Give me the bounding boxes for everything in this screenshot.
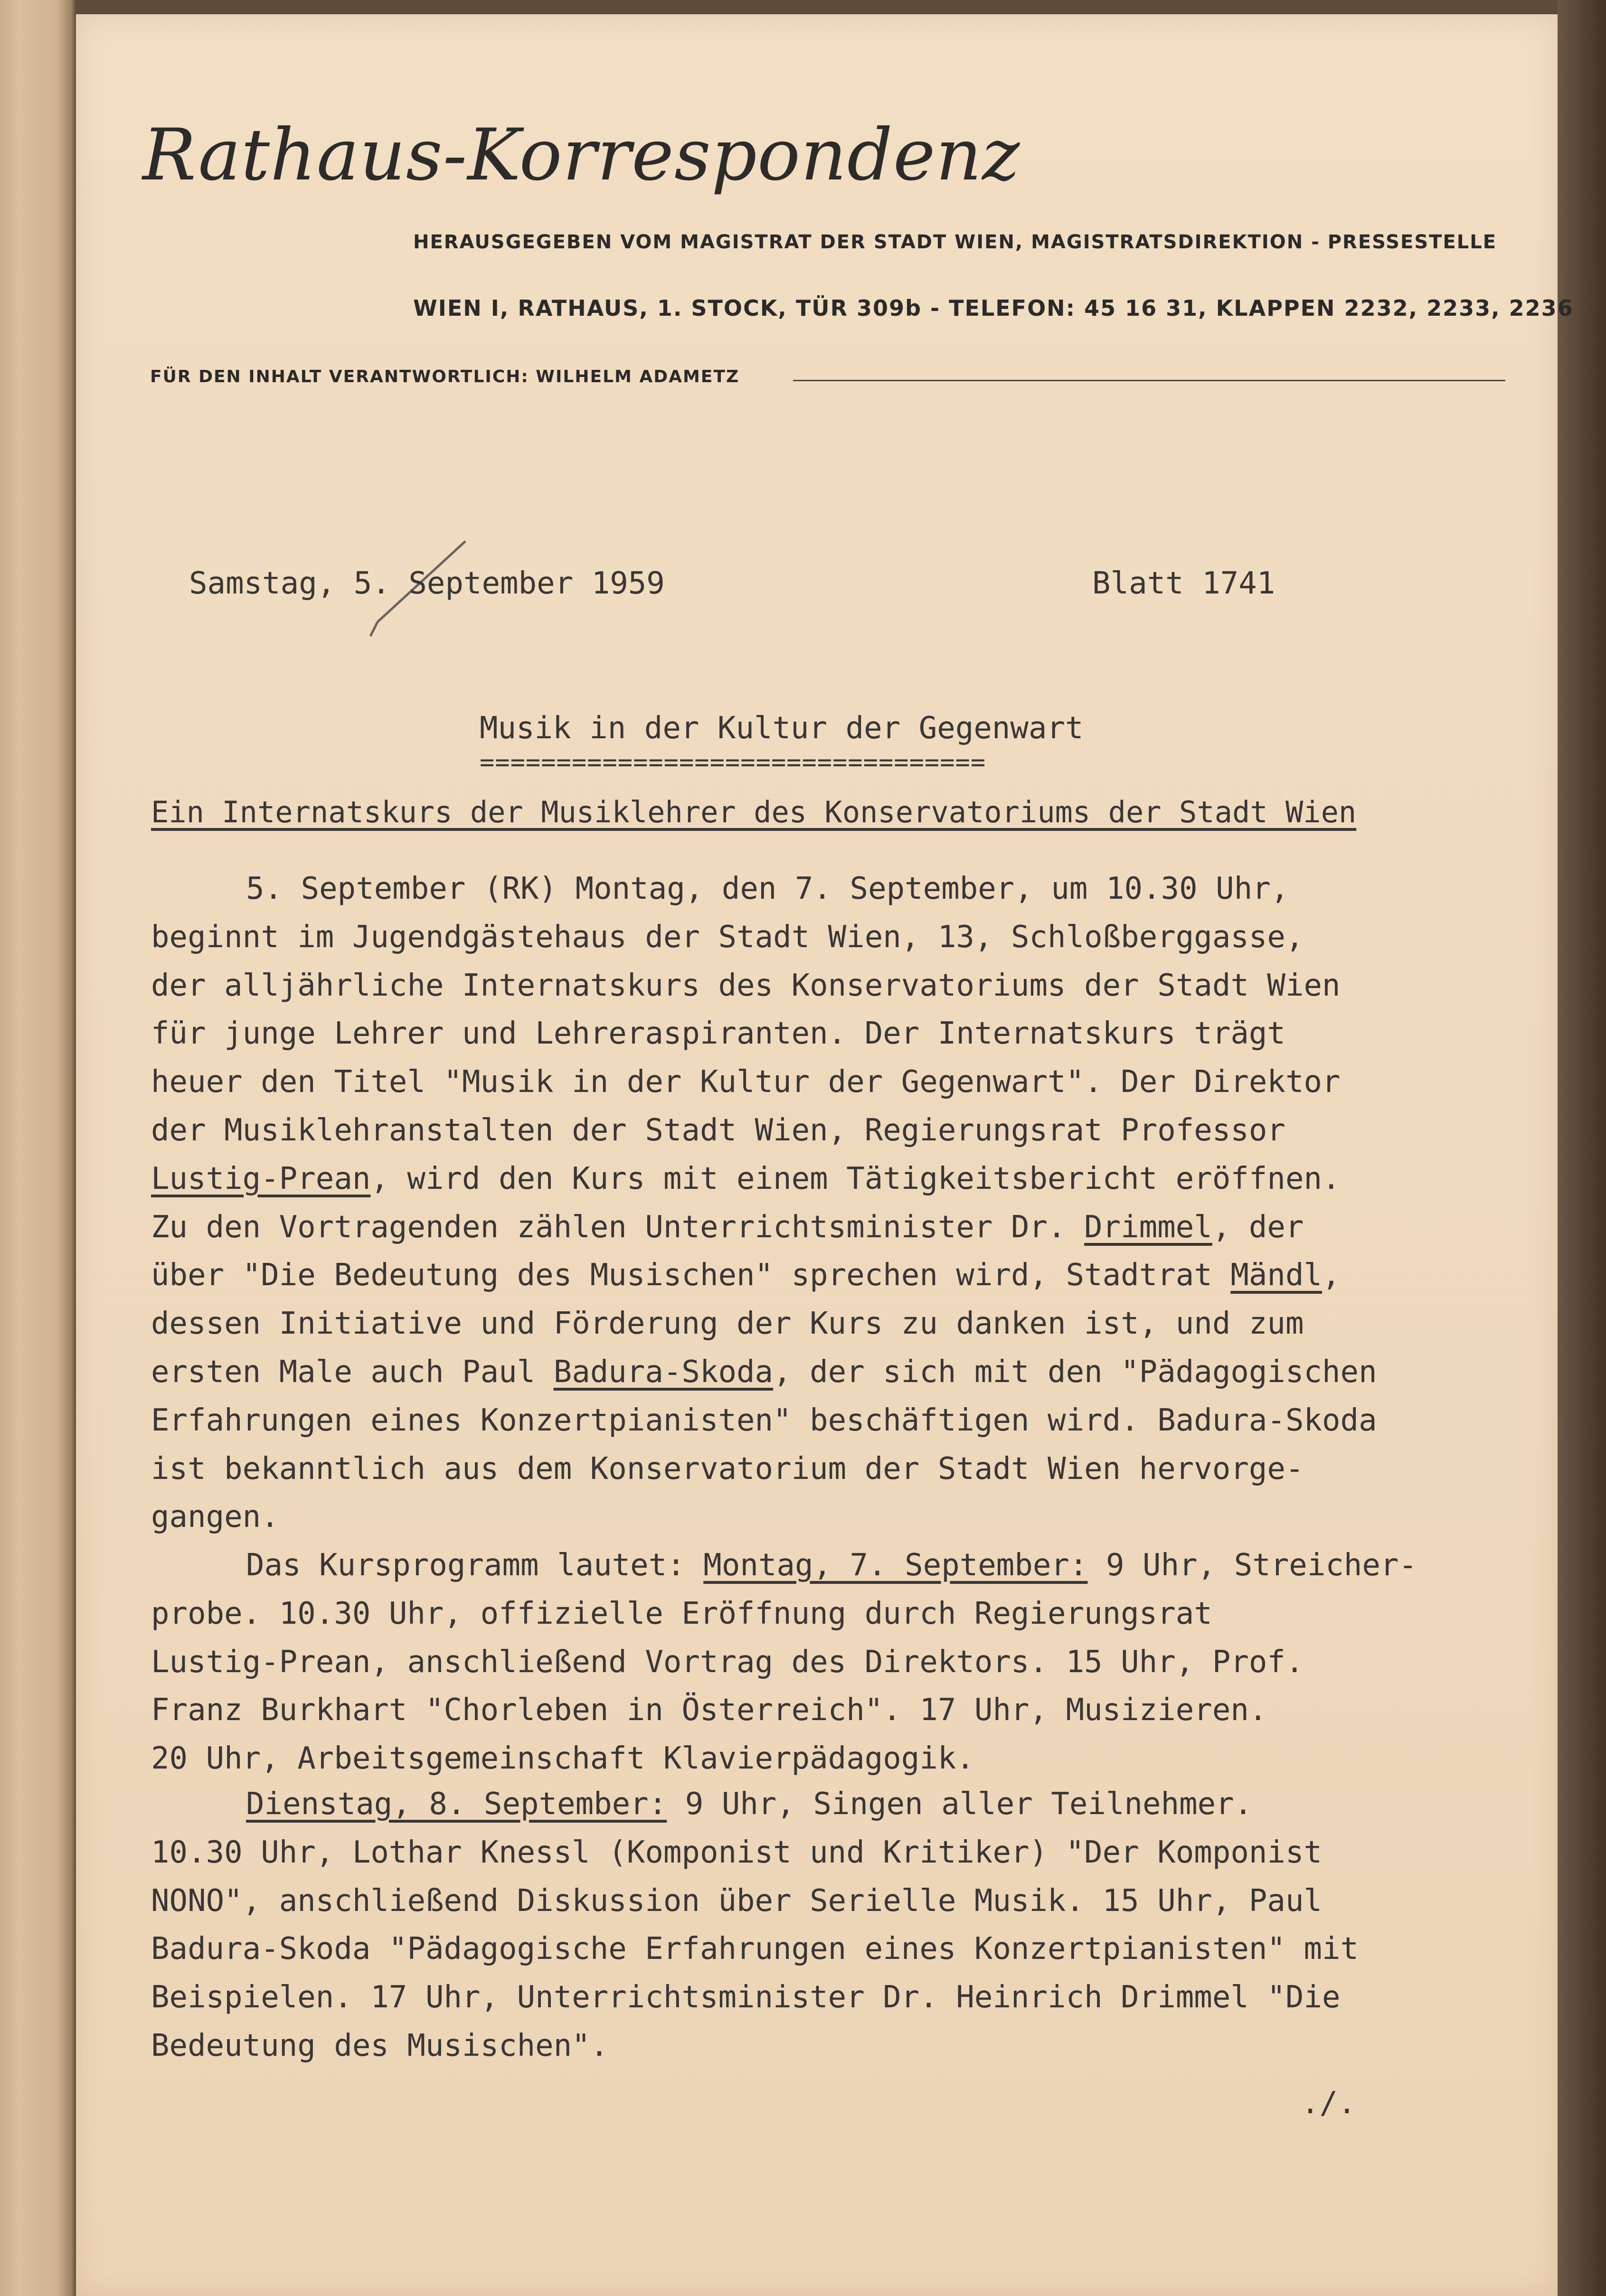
publisher-line: HERAUSGEGEBEN VOM MAGISTRAT DER STADT WIEN, MAGISTRATSDIREKTION - PRESSESTELLE: [413, 231, 1497, 253]
text-line: Badura-Skoda "Pädagogische Erfahrungen eines Konzertpianisten" mit: [151, 1931, 1359, 1967]
sheet-number: Blatt 1741: [1092, 566, 1275, 601]
text-line: NONO", anschließend Diskussion über Serielle Musik. 15 Uhr, Paul: [151, 1883, 1322, 1919]
text-fragment: Zu den Vortragenden zählen Unterrichtsminister Dr.: [151, 1209, 1085, 1245]
underlined-day: Montag, 7. September:: [703, 1548, 1088, 1583]
text-line: Beispielen. 17 Uhr, Unterrichtsminister Dr. Heinrich Drimmel "Die: [151, 1980, 1341, 2015]
text-fragment: , der: [1212, 1209, 1304, 1245]
text-line: [151, 1155, 1528, 1204]
text-line: Bedeutung des Musischen".: [151, 2028, 609, 2063]
text-line: [151, 1542, 1528, 1590]
paragraph-program-monday: [151, 1542, 1528, 1783]
paragraph-intro: [151, 865, 1528, 1542]
text-fragment: ,: [1322, 1258, 1341, 1293]
masthead-logo: Rathaus-Korrespondenz: [142, 114, 1020, 197]
article-title: Musik in der Kultur der Gegenwart: [480, 711, 1084, 746]
text-fragment: , wird den Kurs mit einem Tätigkeitsbericht eröffnen.: [370, 1161, 1341, 1196]
underlined-name: Drimmel: [1084, 1209, 1212, 1245]
text-line: der Musiklehranstalten der Stadt Wien, Regierungsrat Professor: [151, 1112, 1285, 1148]
text-fragment: über "Die Bedeutung des Musischen" sprechen wird, Stadtrat: [151, 1258, 1231, 1293]
continuation-mark: ./.: [1301, 2086, 1356, 2121]
text-line: [151, 1780, 1528, 1829]
text-line: heuer den Titel "Musik in der Kultur der Gegenwart". Der Direktor: [151, 1064, 1341, 1100]
title-double-rule: =================================: [480, 748, 986, 777]
text-line: Lustig-Prean, anschließend Vortrag des Direktors. 15 Uhr, Prof.: [151, 1644, 1304, 1680]
text-line: gangen.: [151, 1499, 279, 1535]
text-line: 20 Uhr, Arbeitsgemeinschaft Klavierpädagogik.: [151, 1741, 974, 1777]
text-line: [151, 1252, 1528, 1300]
address-line: WIEN I, RATHAUS, 1. STOCK, TÜR 309b - TELEFON: 45 16 31, KLAPPEN 2232, 2233, 2236: [413, 295, 1574, 321]
text-line: probe. 10.30 Uhr, offizielle Eröffnung durch Regierungsrat: [151, 1596, 1212, 1631]
text-line: dessen Initiative und Förderung der Kurs zu danken ist, und zum: [151, 1306, 1304, 1342]
paragraph-program-tuesday: [151, 1780, 1528, 2070]
text-line: [151, 1204, 1528, 1252]
text-line: ist bekanntlich aus dem Konservatorium der Stadt Wien hervorge-: [151, 1451, 1304, 1487]
header-rule: [793, 380, 1505, 381]
text-fragment: , der sich mit den "Pädagogischen: [773, 1354, 1377, 1390]
text-line: Franz Burkhart "Chorleben in Österreich". 17 Uhr, Musizieren.: [151, 1693, 1267, 1728]
text-line: [151, 1348, 1528, 1397]
text-fragment: ersten Male auch Paul: [151, 1354, 554, 1390]
underlined-day: Dienstag, 8. September:: [246, 1787, 667, 1822]
text-line: beginnt im Jugendgästehaus der Stadt Wien, 13, Schloßberggasse,: [151, 919, 1304, 955]
underlined-name: Mändl: [1230, 1258, 1322, 1293]
text-line: 10.30 Uhr, Lothar Knessl (Komponist und Kritiker) "Der Komponist: [151, 1835, 1322, 1870]
text-line: für junge Lehrer und Lehreraspiranten. Der Internatskurs trägt: [151, 1016, 1285, 1052]
underlined-name: Lustig-Prean: [151, 1161, 371, 1196]
text-line: der alljährliche Internatskurs des Konservatoriums der Stadt Wien: [151, 968, 1341, 1003]
text-line: 5. September (RK) Montag, den 7. September, um 10.30 Uhr,: [246, 871, 1289, 906]
article-subtitle: Ein Internatskurs der Musiklehrer des Konservatoriums der Stadt Wien: [151, 795, 1357, 829]
text-fragment: 9 Uhr, Streicher-: [1087, 1548, 1417, 1583]
responsible-line: FÜR DEN INHALT VERANTWORTLICH: WILHELM ADAMETZ: [150, 367, 740, 386]
text-fragment: Das Kursprogramm lautet:: [246, 1548, 704, 1583]
underlined-name: Badura-Skoda: [553, 1354, 774, 1390]
binding-edge: [1558, 0, 1606, 2296]
text-line: Erfahrungen eines Konzertpianisten" beschäftigen wird. Badura-Skoda: [151, 1402, 1377, 1438]
text-fragment: 9 Uhr, Singen aller Teilnehmer.: [667, 1787, 1253, 1822]
date-line: Samstag, 5. September 1959: [189, 566, 665, 601]
